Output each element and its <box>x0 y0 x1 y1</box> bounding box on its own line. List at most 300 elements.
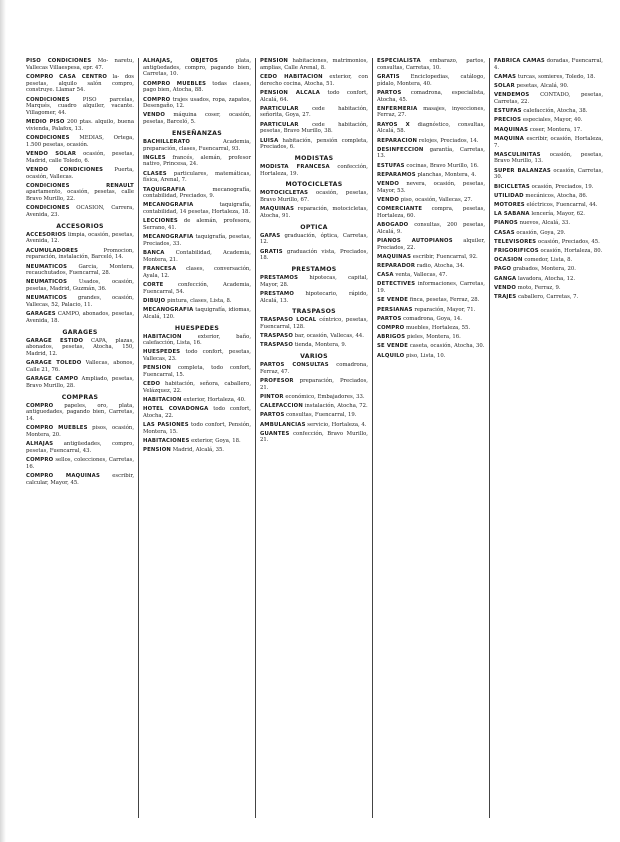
ad-lead: GRATIS <box>260 248 283 255</box>
ad-body: MEDIAS, Ortega, 1.500 pesetas, ocasión. <box>26 135 134 148</box>
ad-body: limpia, ocasión, pesetas, Avenida, 12. <box>26 231 134 245</box>
classified-ad <box>377 343 485 350</box>
ad-lead: SOLAR <box>494 83 515 90</box>
classified-ad <box>377 263 485 270</box>
classified-ad <box>143 81 251 94</box>
classified-ad <box>260 249 368 262</box>
ad-body: escribir, calcular, Mayor, 45. <box>26 472 135 486</box>
ad-body: pintura, clases, Lista, 8. <box>167 297 232 304</box>
ad-lead: CASAS <box>494 229 515 236</box>
classified-ad <box>377 206 485 219</box>
ad-body: plata, antigüedades, compro, pagando bien, Carretas, 10. <box>143 58 252 78</box>
ad-body: taquigrafía, contabilidad, 14 pesetas, Hortaleza, 18. <box>143 202 251 216</box>
classified-ad <box>143 438 251 445</box>
classified-ad <box>377 353 485 360</box>
ad-body: turcas, somieres, Toledo, 18. <box>517 73 596 80</box>
classified-ad <box>377 307 485 314</box>
ad-body: eléctricos, Fuencarral, 44. <box>526 201 598 208</box>
ad-lead: ABRIGOS <box>377 334 406 341</box>
ad-lead: NEUMATICOS <box>26 263 68 270</box>
ad-lead: PINTOR <box>260 393 284 400</box>
classified-ad <box>494 74 603 81</box>
classified-ad <box>26 441 134 454</box>
ad-lead: PROFESOR <box>260 378 294 384</box>
ad-lead: PAGO <box>494 266 512 273</box>
classified-ad <box>377 222 485 235</box>
ad-body: ocasión, pesetas, Madrid, calle Toledo, 6. <box>26 150 135 164</box>
ad-lead: DESINFECCION <box>377 146 424 153</box>
classified-ad <box>26 403 134 423</box>
ad-body: radio, Atocha, 34. <box>416 263 465 270</box>
ad-lead: COMPRO MUEBLES <box>143 80 207 87</box>
ad-lead: MEDIO PISO <box>26 119 65 126</box>
classified-ad <box>260 412 368 419</box>
ad-lead: DETECTIVES <box>377 281 416 288</box>
ad-lead: HUESPEDES <box>143 349 181 356</box>
classified-ad <box>143 298 251 305</box>
ad-lead: PARTOS <box>377 315 402 322</box>
classified-ad <box>494 266 603 273</box>
ad-lead: REPARADOR <box>377 263 416 270</box>
ad-lead: PENSION ALCALA <box>260 89 321 96</box>
classified-ad <box>143 406 251 419</box>
classified-ad <box>26 74 134 94</box>
classified-ad <box>377 90 485 103</box>
classified-ad <box>260 422 368 429</box>
ad-body: piso, Lista, 10. <box>406 352 446 359</box>
classified-ad <box>260 138 368 151</box>
classified-ad <box>494 257 603 264</box>
ad-lead: NEUMATICOS <box>26 279 68 286</box>
classified-ad <box>26 425 134 438</box>
ad-lead: BACHILLERATO <box>143 138 191 145</box>
ad-lead: COMPRO <box>26 457 54 464</box>
ad-body: 200 ptas. alquilo, buena vivienda, Palafox, 13. <box>26 119 134 132</box>
classified-ad <box>143 97 251 110</box>
ad-body: Mo- naretu, Vallecas Villaespesa, epr. 47. <box>26 58 135 71</box>
classified-ad <box>26 205 134 218</box>
ad-lead: PARTICULAR <box>260 105 299 112</box>
ad-lead: PISO CONDICIONES <box>26 58 92 64</box>
classified-ad <box>143 250 251 263</box>
classified-ad <box>260 206 368 219</box>
ad-body: bar, ocasión, Vallecas, 44. <box>294 333 364 340</box>
ad-lead: GARAGE TOLEDO <box>26 360 82 367</box>
ad-lead: FRANCESA <box>143 266 177 273</box>
classified-ad <box>143 112 251 125</box>
ad-body: sellos, colecciones, Carretas, 16. <box>26 457 134 470</box>
ad-lead: GARAGES <box>26 311 56 318</box>
ad-body: Ampliado, pesetas, Bravo Murillo, 28. <box>26 376 134 389</box>
classified-ad <box>260 317 368 330</box>
ad-lead: MOTORES <box>494 201 525 208</box>
classified-ad <box>494 239 603 246</box>
section-heading: MODISTAS <box>294 154 334 162</box>
ad-body: todo confort, pesetas, Vallecas, 23. <box>143 349 251 363</box>
ad-lead: CAMAS <box>494 73 517 80</box>
ad-lead: PRESTAMO <box>260 290 295 297</box>
ad-body: trajes usados, ropa, zapatos, Desengaño, 12. <box>143 96 251 110</box>
ad-body: garantía, Carretas, 13. <box>377 146 485 160</box>
ad-body: consultas, Fuencarral, 19. <box>286 412 357 419</box>
ad-body: caseta, ocasión, Atocha, 30. <box>409 343 485 350</box>
classified-ad <box>494 294 603 301</box>
ad-body: Garcia, Montera, recauchutados, Fuencarral, 28. <box>26 263 134 277</box>
ad-lead: COMPRO <box>377 325 405 331</box>
ad-body: exterior, Goya, 18. <box>191 438 241 445</box>
ad-body: Puerta, ocasión, Vallecas. <box>26 166 134 180</box>
classified-ad <box>143 58 251 78</box>
ad-lead: ESPECIALISTA <box>377 58 421 64</box>
ad-lead: COMERCIANTE <box>377 206 423 213</box>
ad-lead: BICICLETAS <box>494 183 530 190</box>
ad-lead: PARTOS CONSULTAS <box>260 362 329 369</box>
classified-ad <box>494 136 603 149</box>
ad-body: ocasión, Goya, 29. <box>516 229 566 236</box>
classified-ad <box>26 311 134 324</box>
ad-lead: TRASPASO <box>260 333 294 340</box>
classified-ad <box>26 135 134 148</box>
classified-ad <box>143 234 251 247</box>
ad-body: reparación, motocicletas, Atocha, 91. <box>260 206 368 219</box>
classified-ad <box>143 397 251 404</box>
classified-ad <box>377 58 485 71</box>
classified-ad <box>494 168 603 181</box>
ad-body: consultas, 200 pesetas, Alcalá, 9. <box>377 222 486 235</box>
ad-body: antigüedades, compro, pesetas, Fuencarral, 43. <box>26 441 135 454</box>
ad-lead: CONDICIONES <box>26 205 70 212</box>
ad-body: confección, Academia, Fuencarral, 54. <box>143 281 252 295</box>
ad-lead: CONDICIONES RENAULT <box>26 182 134 189</box>
classified-ad <box>143 187 251 200</box>
classified-ad <box>377 106 485 119</box>
classified-ad <box>494 58 603 71</box>
classified-ad <box>260 122 368 135</box>
column-4 <box>373 58 490 818</box>
ad-lead: HABITACION <box>143 333 182 340</box>
ad-lead: MOTOCICLETAS <box>260 190 309 197</box>
ad-body: Usados, ocasión, pesetas, Madrid, Guzmán, 36. <box>26 279 134 293</box>
section-heading: VARIOS <box>300 353 328 361</box>
binding-edge <box>0 0 6 842</box>
ad-lead: ABOGADO <box>377 222 409 229</box>
classified-ad <box>260 378 368 391</box>
classified-ad <box>494 152 603 165</box>
ad-lead: ACUMULADORES <box>26 247 79 254</box>
ad-body: la- dos pesetas, alquilo salón compro, construye. Llamar 54. <box>26 73 135 94</box>
classified-ad <box>377 272 485 279</box>
classified-ad <box>494 83 603 90</box>
section-heading: ACCESORIOS <box>56 222 104 230</box>
ad-lead: PENSION <box>260 58 289 64</box>
ad-lead: GANGA <box>494 275 517 282</box>
ad-lead: PARTOS <box>260 412 285 419</box>
ad-body: preparación, Preciados, 21. <box>260 378 368 391</box>
ad-lead: UTILIDAD <box>494 192 524 199</box>
classified-ad <box>260 233 368 246</box>
ad-lead: PENSION <box>143 365 172 372</box>
ad-lead: ALQUILO <box>377 352 405 359</box>
ad-body: comedor, Lista, 8. <box>524 257 573 264</box>
classified-ad <box>26 183 134 203</box>
ad-body: Enciclopedias, catálogo, pídalo, Montera, 40. <box>377 73 486 87</box>
ad-lead: ESTUFAS <box>494 108 522 115</box>
ad-body: comadrona, Ferraz, 47. <box>260 362 368 375</box>
classified-ad <box>260 90 368 103</box>
classified-ad <box>26 248 134 261</box>
ad-lead: ESTUFAS <box>377 162 405 169</box>
ad-lead: REPARACION <box>377 137 418 144</box>
ad-body: habitaciones, matrimonios, amplias, Calle Arenal, 8. <box>260 58 368 71</box>
ad-lead: PARTOS <box>377 89 402 96</box>
ad-body: económico, Embajadores, 33. <box>285 393 365 400</box>
ad-body: papeles, oro, plata, antiguedades, pagando bien, Carretas, 14. <box>26 402 134 423</box>
classified-ad <box>377 334 485 341</box>
classified-ad <box>377 181 485 194</box>
classified-ad <box>260 362 368 375</box>
ad-lead: GARAGE CAMPO <box>26 376 79 383</box>
ad-lead: VENDO <box>494 284 517 291</box>
ad-lead: MASCULINITAS <box>494 151 541 158</box>
ad-body: caballero, Carretas, 7. <box>518 293 579 300</box>
ad-body: escribir, ocasión, Hortaleza, 7. <box>494 135 604 149</box>
section-heading: HUESPEDES <box>174 324 220 332</box>
ad-body: tienda, Montera, 9. <box>294 342 347 349</box>
classified-ad <box>143 447 251 454</box>
classified-ad <box>260 275 368 288</box>
classified-ad <box>494 184 603 191</box>
classified-ad <box>143 307 251 320</box>
ad-lead: RAYOS X <box>377 121 410 128</box>
ad-lead: TRAJES <box>494 293 517 300</box>
ad-body: CAPA, plazas, abonados, pesetas, Atocha, 150, Madrid, 12. <box>26 337 134 358</box>
ad-body: habitación, señora, caballero, Velázquez, 22. <box>143 381 251 394</box>
ad-lead: PERSIANAS <box>377 306 413 313</box>
ad-body: graduación, óptica, Carretas, 12. <box>260 232 368 246</box>
ad-lead: GRATIS <box>377 73 400 80</box>
ad-body: escribir, Fuencarral, 92. <box>412 253 478 260</box>
classified-ad <box>143 155 251 168</box>
ad-body: lavadora, Atocha, 12. <box>518 275 576 282</box>
ad-lead: AMBULANCIAS <box>260 421 306 428</box>
ad-body: habitación, pensión completa, Preciados, 6. <box>260 137 368 151</box>
ad-body: lencería, Mayor, 62. <box>531 211 585 218</box>
ad-body: completa, todo confort, Fuencarral, 15. <box>143 365 251 379</box>
classified-ad <box>260 394 368 401</box>
classified-ad <box>494 108 603 115</box>
ad-lead: COMPRO <box>143 96 171 103</box>
ad-body: cede habitación, pesetas, Bravo Murillo, 38. <box>260 121 368 135</box>
classified-ad <box>377 147 485 160</box>
ad-body: comadrona, especialista, Atocha, 45. <box>377 89 485 103</box>
ad-body: Promocion, reparación, instalación, Barceló, 14. <box>26 247 134 261</box>
ad-lead: GUANTES <box>260 430 290 437</box>
ad-body: ocasión, Preciados, 19. <box>531 183 594 190</box>
ad-body: taquigrafía, idiomas, Alcalá, 120. <box>143 307 251 320</box>
ad-lead: CALEFACCION <box>260 403 303 410</box>
ad-body: planchas, Montera, 4. <box>417 171 477 178</box>
ad-body: masajes, inyecciones, Ferraz, 27. <box>377 105 486 119</box>
ad-lead: CONDICIONES <box>26 96 70 103</box>
classified-ad <box>143 171 251 184</box>
ad-body: ocasión, Carretas, 30. <box>494 167 604 181</box>
ad-lead: CORTE <box>143 281 164 288</box>
ad-body: pisos, ocasión, Montera, 20. <box>26 425 134 438</box>
ad-body: ocasión, Preciados, 45. <box>538 238 600 245</box>
ad-lead: FRIGORIFICOS <box>494 247 539 254</box>
classified-ad <box>377 122 485 135</box>
classified-ad <box>26 360 134 373</box>
ad-body: compra, pesetas, Hortaleza, 60. <box>377 206 485 219</box>
ad-lead: VENDO <box>143 112 166 119</box>
ad-lead: LUISA <box>260 137 279 144</box>
classified-ad <box>26 119 134 132</box>
classified-ad <box>494 211 603 218</box>
ad-lead: VENDO <box>377 196 400 203</box>
ad-lead: MAQUINA <box>494 135 525 142</box>
ad-body: ocasión, Hortaleza, 80. <box>540 247 603 254</box>
ad-body: piso, ocasión, Vallecas, 27. <box>400 196 473 203</box>
ad-lead: ALHAJAS, OBJETOS <box>143 58 219 64</box>
ad-body: nuevos, Alcalá, 33. <box>519 220 571 227</box>
classified-ad <box>377 163 485 170</box>
classified-ad <box>26 58 134 71</box>
ad-lead: CEDO <box>143 381 161 388</box>
ad-lead: PIANOS AUTOPIANOS <box>377 237 453 244</box>
classified-ad <box>260 74 368 87</box>
ad-body: cede habitación, señorita, Goya, 27. <box>260 105 368 119</box>
ad-lead: COMPRO MUEBLES <box>26 425 88 432</box>
ad-body: mecánicos, Atocha, 86. <box>525 192 588 199</box>
classified-ad <box>26 295 134 308</box>
column-3 <box>256 58 373 818</box>
ad-lead: COMPRO <box>26 402 54 409</box>
ad-body: clases, conversación, Ayala, 12. <box>143 266 251 279</box>
ad-body: informaciones, Carretas, 19. <box>377 281 485 295</box>
classified-ad <box>260 403 368 410</box>
ad-body: Academia, preparación, clases, Fuencarral, 93. <box>143 138 251 152</box>
ad-body: exterior, Hortaleza, 40. <box>183 397 246 404</box>
ad-lead: MAQUINAS <box>494 126 529 133</box>
ad-body: confección, Hortaleza, 19. <box>260 163 368 177</box>
classified-ad <box>494 127 603 134</box>
classified-ad <box>143 381 251 394</box>
classified-ad <box>26 167 134 180</box>
ad-lead: SE VENDE <box>377 343 409 350</box>
classified-ad <box>377 172 485 179</box>
ad-lead: MODISTA FRANCESA <box>260 163 330 170</box>
ad-body: relojes, Preciados, 14. <box>418 137 479 144</box>
classified-ad <box>26 457 134 470</box>
classified-ad <box>494 202 603 209</box>
classified-ad <box>494 285 603 292</box>
classified-ad <box>143 422 251 435</box>
ad-body: máquina coser, ocasión, pesetas, Barceló, 5. <box>143 112 251 126</box>
column-2 <box>139 58 256 818</box>
ad-lead: TELEVISORES <box>494 238 537 245</box>
ad-lead: FABRICA CAMAS <box>494 58 545 64</box>
ad-body: Vallecas, abonos, Calle 21, 76. <box>26 360 135 374</box>
ad-lead: PIANOS <box>494 220 518 227</box>
classified-ad <box>26 338 134 358</box>
ad-body: doradas, Fuencarral, 4. <box>494 58 603 71</box>
ad-lead: VENDEMOS <box>494 92 530 99</box>
section-heading: PRESTAMOS <box>291 265 337 273</box>
classified-ad <box>26 232 134 245</box>
section-heading: TRASPASOS <box>292 308 336 316</box>
ad-body: instalación, Atocha, 72. <box>304 403 368 410</box>
section-heading: COMPRAS <box>61 393 99 401</box>
classified-ad <box>494 220 603 227</box>
classified-columns <box>22 58 610 818</box>
ad-body: OCASION, Carrera, Avenida, 23. <box>26 205 135 219</box>
classified-ad <box>377 74 485 87</box>
ad-lead: CASA <box>377 272 394 279</box>
ad-body: ocasión, pesetas, Bravo Murillo, 67. <box>260 190 369 204</box>
ad-lead: ALHAJAS <box>26 441 54 448</box>
ad-body: pieles, Montera, 16. <box>406 334 461 341</box>
ad-lead: HOTEL COVADONGA <box>143 406 209 413</box>
ad-body: hipotecas, capital, Mayor, 28. <box>260 274 368 288</box>
ad-lead: INGLES <box>143 154 166 161</box>
classified-ad <box>260 431 368 444</box>
ad-lead: CLASES <box>143 170 167 177</box>
column-1 <box>22 58 139 818</box>
ad-body: grandes, ocasión, Vallecas, 52, Palacio, 11. <box>26 295 134 309</box>
classified-ad <box>260 333 368 340</box>
classified-ad <box>260 291 368 304</box>
classified-ad <box>377 316 485 323</box>
classified-ad <box>26 376 134 389</box>
classified-ad <box>260 106 368 119</box>
classified-ad <box>260 164 368 177</box>
ad-body: PISO parcelas, Marqués, cuadro alquiler, vacante. Villagomer, 44. <box>26 96 134 116</box>
ad-body: de alemán, profesora, Serrano, 41. <box>143 218 251 232</box>
ad-body: Madrid, Alcalá, 35. <box>172 447 224 454</box>
ad-body: calefacción, Atocha, 38. <box>523 108 588 115</box>
ad-lead: CONDICIONES <box>26 135 70 142</box>
classified-ad <box>377 325 485 332</box>
classified-ad <box>26 151 134 164</box>
classified-ad <box>143 202 251 215</box>
ad-body: confección, Bravo Murillo, 21. <box>260 430 368 444</box>
ad-lead: VENDO SOLAR <box>26 150 77 157</box>
classified-ad <box>143 282 251 295</box>
ad-lead: HABITACION <box>143 397 182 404</box>
ad-body: diagnóstico, consultas, Alcalá, 58. <box>377 121 485 135</box>
ad-lead: REPARAMOS <box>377 171 416 178</box>
ad-body: particulares, matemáticas, física, Arenal, 7. <box>143 170 251 184</box>
ad-body: exterior, con derecho cocina, Atocha, 51. <box>260 73 369 87</box>
section-heading: OPTICA <box>300 223 328 231</box>
classified-ad <box>377 197 485 204</box>
ad-body: grabados, Montera, 20. <box>512 266 576 273</box>
ad-body: cocinas, Bravo Murillo, 16. <box>406 162 479 169</box>
classified-ad <box>377 238 485 251</box>
ad-body: pesetas, Alcalá, 90. <box>516 83 569 90</box>
ad-body: nevera, ocasión, pesetas, Mayor, 53. <box>377 181 486 194</box>
ad-lead: TRASPASO LOCAL <box>260 317 317 324</box>
ad-body: CAMPO, abonados, pesetas, Avenida, 18. <box>26 311 135 324</box>
section-heading: MOTOCICLETAS <box>285 181 343 189</box>
column-5 <box>490 58 607 818</box>
classified-ad <box>260 342 368 349</box>
classified-ad <box>377 254 485 261</box>
ad-body: venta, Vallecas, 47. <box>395 272 448 279</box>
ad-lead: MAQUINAS <box>260 206 295 213</box>
classified-ad <box>143 218 251 231</box>
ad-lead: TRASPASO <box>260 342 294 349</box>
